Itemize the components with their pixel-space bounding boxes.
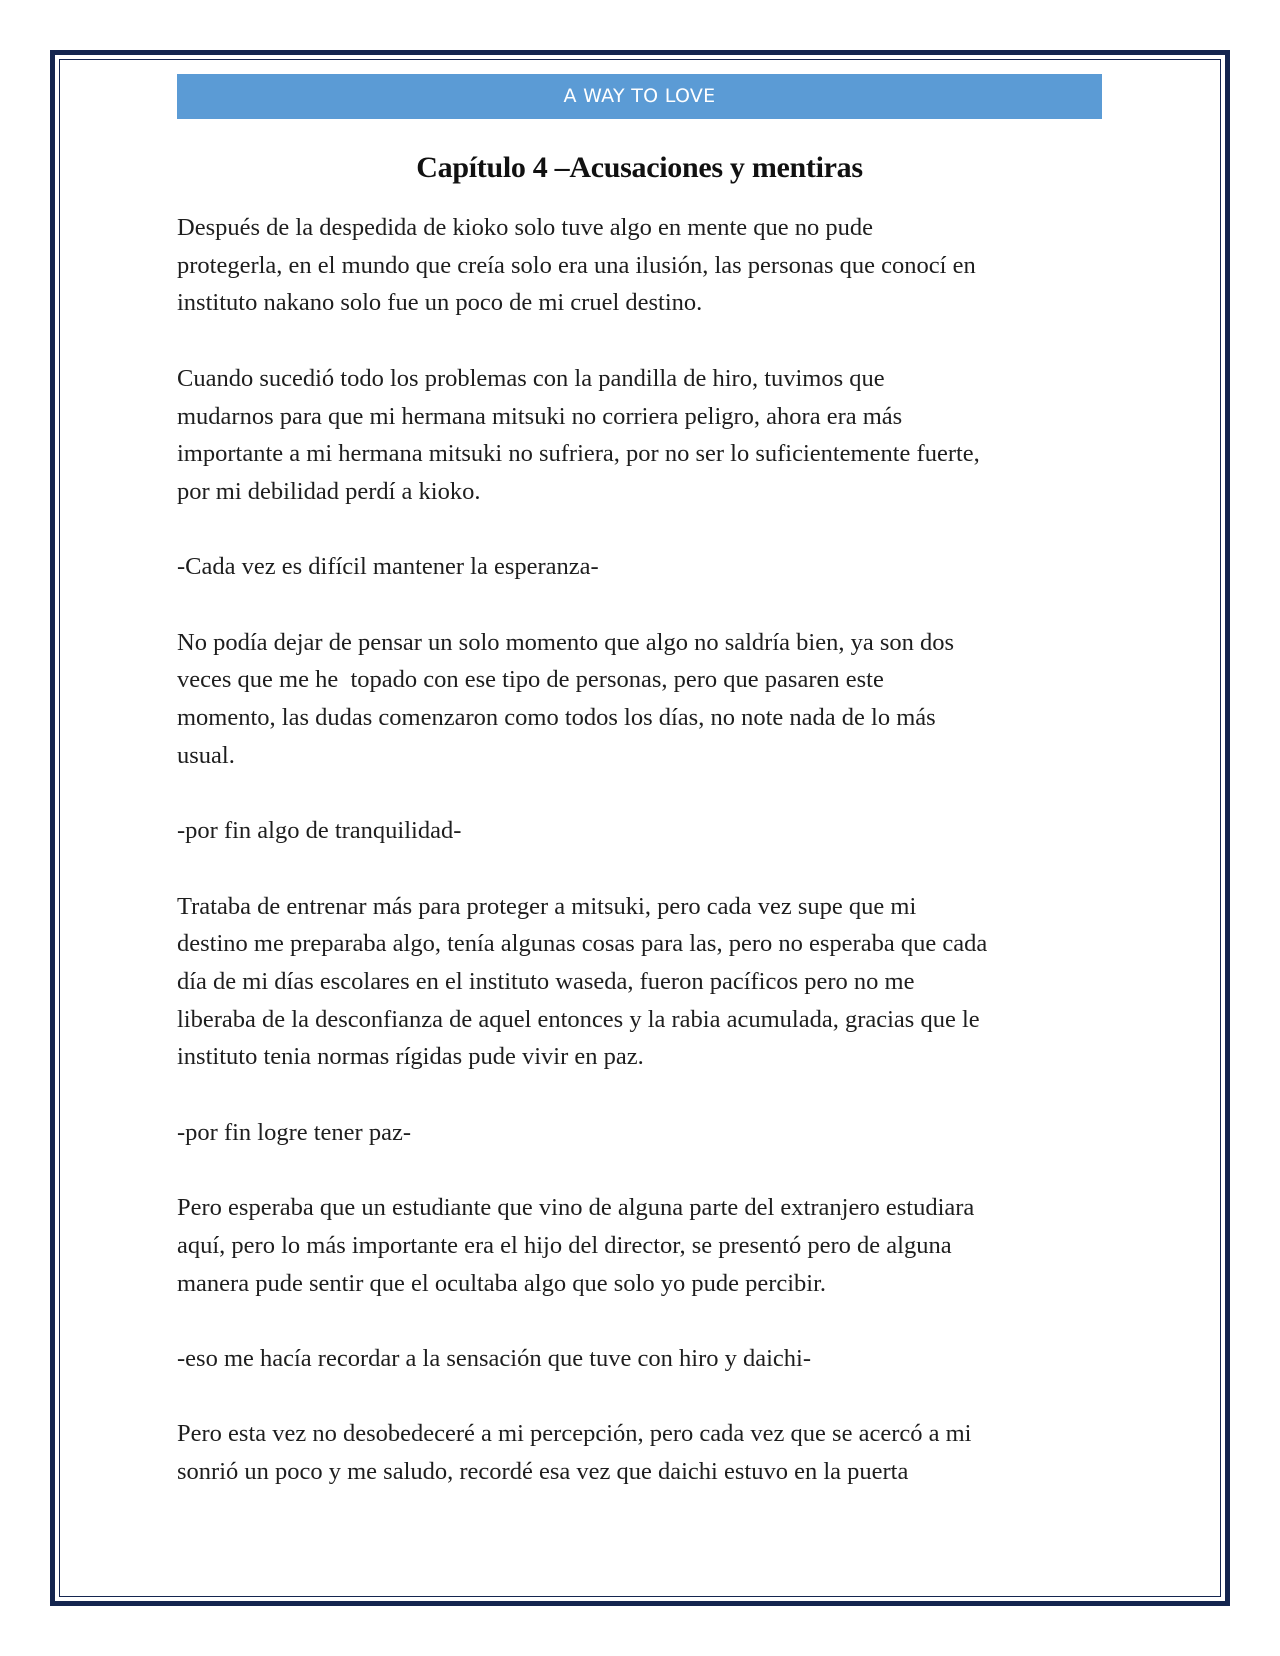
chapter-title: Capítulo 4 –Acusaciones y mentiras: [416, 151, 863, 184]
dialogue-line: -por fin logre tener paz-: [177, 1118, 411, 1146]
paragraph: Cuando sucedió todo los problemas con la pandilla de hiro, tuvimos que mudarnos para que mi hermana mitsuki no corriera peligro, ahora era más importante a mi hermana mitsuki no sufriera, por no ser lo suficientemente fuerte, por mi debilidad perdí a kioko.: [177, 364, 980, 505]
header-banner: A WAY TO LOVE: [177, 74, 1102, 119]
paragraph: Después de la despedida de kioko solo tuve algo en mente que no pude protegerla, en el mundo que creía solo era una ilusión, las personas que conocí en instituto nakano solo fue un poco de mi cruel destino.: [177, 214, 976, 317]
dialogue-line: -por fin algo de tranquilidad-: [177, 817, 462, 845]
paragraph: Pero esperaba que un estudiante que vino de alguna parte del extranjero estudiara aquí, pero lo más importante era el hijo del director, se presentó pero de alguna manera pude sentir que el ocultaba algo que solo yo pude percibir.: [177, 1194, 975, 1297]
dialogue-line: -eso me hacía recordar a la sensación que tuve con hiro y daichi-: [177, 1344, 811, 1372]
paragraph: No podía dejar de pensar un solo momento que algo no saldría bien, ya son dos veces que me he topado con ese tipo de personas, pero que pasaren este momento, las dudas comenzaron como todos los días, no note nada de lo más usual.: [177, 628, 955, 769]
chapter-body: [177, 209, 1112, 1528]
paragraph: Pero esta vez no desobedeceré a mi percepción, pero cada vez que se acercó a mi sonrió un poco y me saludo, recordé esa vez que daichi estuvo en la puerta: [177, 1420, 972, 1486]
paragraph: Trataba de entrenar más para proteger a mitsuki, pero cada vez supe que mi destino me preparaba algo, tenía algunas cosas para las, pero no esperaba que cada día de mi días escolares en el instituto waseda, fueron pacíficos pero no me liberaba de la desconfianza de aquel entonces y la rabia acumulada, gracias que le instituto tenia normas rígidas pude vivir en paz.: [177, 892, 988, 1071]
dialogue-line: -Cada vez es difícil mantener la esperanza-: [177, 553, 599, 581]
